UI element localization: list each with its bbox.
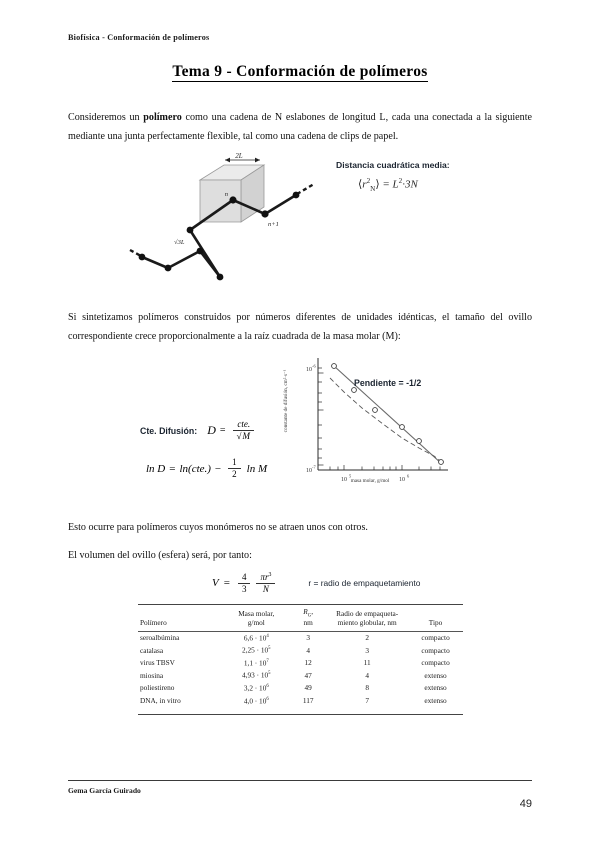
th-rg-sub: G: [307, 613, 312, 619]
diffusion-fraction: [233, 420, 255, 442]
paragraph-1-part-b: como una cadena de N eslabones de longitud L, cada una conectada a la siguiente mediante una junta perfectamente flexible, tal como una cadena de clips de papel.: [68, 112, 532, 142]
volume-four-thirds: [238, 573, 251, 595]
paragraph-1-part-a: Consideremos un: [68, 112, 140, 123]
table-row: [138, 682, 463, 695]
cell-rg: 117: [302, 695, 314, 705]
ln-equals: =: [169, 462, 176, 475]
chart-x-axis-label: masa molar, g/mol: [350, 478, 390, 484]
cell-rg: 47: [304, 670, 312, 680]
diffusion-denominator-var: M: [242, 431, 250, 442]
cell-polimero: DNA, in vitro: [140, 695, 181, 705]
paragraph-1-bold-term: polímero: [143, 112, 182, 123]
cell-radio: 8: [365, 683, 369, 693]
msd-sup: 2: [366, 177, 371, 185]
cell-rg: 3: [306, 633, 310, 643]
paragraph-3: Esto ocurre para polímeros cuyos monómeros no se atraen unos con otros.: [68, 522, 368, 533]
table-row: [138, 657, 463, 670]
page-title: [0, 63, 600, 81]
mean-square-formula: $⟨r^2_N⟩ = L^2\cdot 3N$: [358, 177, 418, 193]
th-rg-symbol: R: [303, 607, 308, 616]
diffusion-vs-molar-mass-chart: [282, 352, 460, 500]
th-radio-line1: Radio de empaqueta-: [336, 609, 399, 619]
cell-masa-molar: $1,1 \cdot 10^7$: [243, 658, 269, 668]
ytick-1e-7-exp: -7: [312, 464, 316, 470]
cell-polimero: miosina: [140, 670, 164, 680]
table-row: [138, 670, 463, 683]
paragraph-2: Si sintetizamos polímeros construidos por números diferentes de unidades idénticas, el tamaño del ovillo correspondiente crece proporcionalmente a la raíz cuadrada de la masa molar (M):: [68, 312, 532, 342]
diffusion-denominator: √M: [236, 431, 250, 442]
msd-bracket-close: ⟩: [375, 178, 380, 191]
th-rg-unit: nm: [303, 618, 313, 628]
table-head: [138, 605, 463, 632]
diffusion-label: Cte. Difusión:: [140, 425, 198, 436]
volume-exp-3: 3: [268, 572, 272, 578]
cell-rg: 4: [306, 645, 310, 655]
diffusion-symbol: D: [207, 423, 216, 438]
volume-num-4: 4: [238, 573, 251, 584]
diffusion-equals: =: [219, 425, 226, 437]
volume-over-n: N: [262, 584, 269, 595]
cell-masa-molar: $3,2 \cdot 10^6$: [243, 683, 269, 693]
volume-formula-block: [212, 572, 420, 595]
cell-masa-molar: $4,93 \cdot 10^5$: [242, 670, 271, 680]
th-masa-molar-line1: Masa molar,: [238, 609, 275, 619]
cell-polimero: poliestireno: [140, 683, 175, 693]
cell-tipo: compacto: [421, 645, 450, 655]
xtick-1e6-exp: 6: [407, 473, 410, 479]
diagonal-label: √3L: [174, 239, 185, 246]
ln-cte: ln(cte.): [179, 462, 211, 475]
th-polimero: Polímero: [138, 605, 222, 632]
ln-minus: −: [214, 462, 222, 475]
volume-pi-r-cubed: $\pi r^3$: [256, 572, 275, 584]
cell-polimero: seroalbúmina: [140, 633, 180, 643]
half-denominator: 2: [232, 469, 237, 480]
volume-den-3: 3: [241, 583, 247, 594]
volume-note: r = radio de empaquetamiento: [308, 578, 421, 589]
msd-rhs: = L: [382, 178, 399, 191]
mean-square-distance-block: [336, 160, 526, 193]
node-n1-label: n+1: [268, 221, 279, 228]
page-title-text: Tema 9 - Conformación de polímeros: [172, 63, 428, 80]
diffusion-numerator: cte.: [233, 420, 254, 431]
cell-radio: 7: [365, 695, 369, 705]
cell-polimero: virus TBSV: [140, 658, 175, 668]
th-masa-molar-line2: g/mol: [247, 618, 265, 628]
volume-equals: =: [223, 577, 230, 590]
th-tipo: Tipo: [408, 605, 463, 632]
footer-author: Gema García Guirado: [68, 786, 141, 795]
running-head: Biofísica - Conformación de polímeros: [68, 33, 210, 42]
msd-sub: N: [370, 184, 376, 193]
cell-rg: 12: [304, 658, 312, 668]
msd-rhs-sup: 2: [398, 177, 403, 185]
ln-d: ln D: [146, 462, 166, 475]
mean-square-caption: Distancia cuadrática media:: [336, 160, 450, 170]
ytick-1e-6: 10: [306, 367, 312, 373]
msd-bracket-open: ⟨: [358, 178, 363, 191]
cell-tipo: extenso: [424, 670, 447, 680]
polymer-chain-diagram: [128, 152, 338, 287]
polymer-properties-table: [138, 604, 463, 709]
paragraph-4: El volumen del ovillo (esfera) será, por tanto:: [68, 550, 252, 561]
chart-y-axis-label: constante de difusión, cm²·s⁻¹: [283, 369, 289, 433]
table-row: [138, 632, 463, 645]
table-body: [138, 632, 463, 709]
cell-radio: 3: [365, 645, 369, 655]
th-rg: $R_G$, nm: [290, 605, 326, 632]
msd-rhs-tail: ·3N: [402, 178, 418, 191]
ytick-1e-6-exp: -6: [312, 363, 316, 369]
th-radio-empaquetamiento: [326, 605, 408, 632]
paragraph-1: [68, 108, 532, 146]
cube-width-label: 2L: [235, 152, 243, 160]
page-number: 49: [519, 798, 532, 810]
cell-masa-molar: $6,6 \cdot 10^4$: [243, 633, 269, 643]
table-header-row: [138, 605, 463, 632]
table-bottom-rule: [138, 714, 463, 715]
volume-symbol: V: [212, 577, 219, 590]
table-row: [138, 695, 463, 709]
cell-radio: 4: [365, 670, 369, 680]
table-row: [138, 645, 463, 658]
half-fraction: [228, 458, 241, 480]
cell-tipo: compacto: [421, 658, 450, 668]
ytick-1e-7: 10: [306, 468, 312, 474]
cell-tipo: extenso: [424, 695, 447, 705]
cell-tipo: extenso: [424, 683, 447, 693]
node-n-label: n: [224, 191, 228, 198]
th-radio-line2: miento globular, nm: [337, 618, 397, 628]
polymer-chain-figure: [128, 152, 338, 287]
half-numerator: 1: [228, 458, 241, 469]
volume-pir3-over-n: [256, 572, 275, 595]
ln-m: ln M: [246, 462, 268, 475]
cell-rg: 49: [304, 683, 312, 693]
cell-polimero: catalasa: [140, 645, 164, 655]
cell-radio: 2: [365, 633, 369, 643]
footer-divider: [68, 780, 532, 781]
th-masa-molar: [222, 605, 290, 632]
xtick-1e5: 10: [341, 477, 347, 483]
xtick-1e6: 10: [399, 477, 405, 483]
cell-tipo: compacto: [421, 633, 450, 643]
cell-radio: 11: [363, 658, 371, 668]
chart-slope-annotation: Pendiente = -1/2: [354, 378, 422, 388]
cell-masa-molar: $4,0 \cdot 10^6$: [243, 695, 269, 705]
xtick-1e5-exp: 5: [349, 473, 352, 479]
cell-masa-molar: $2,25 \cdot 10^5$: [242, 645, 271, 655]
